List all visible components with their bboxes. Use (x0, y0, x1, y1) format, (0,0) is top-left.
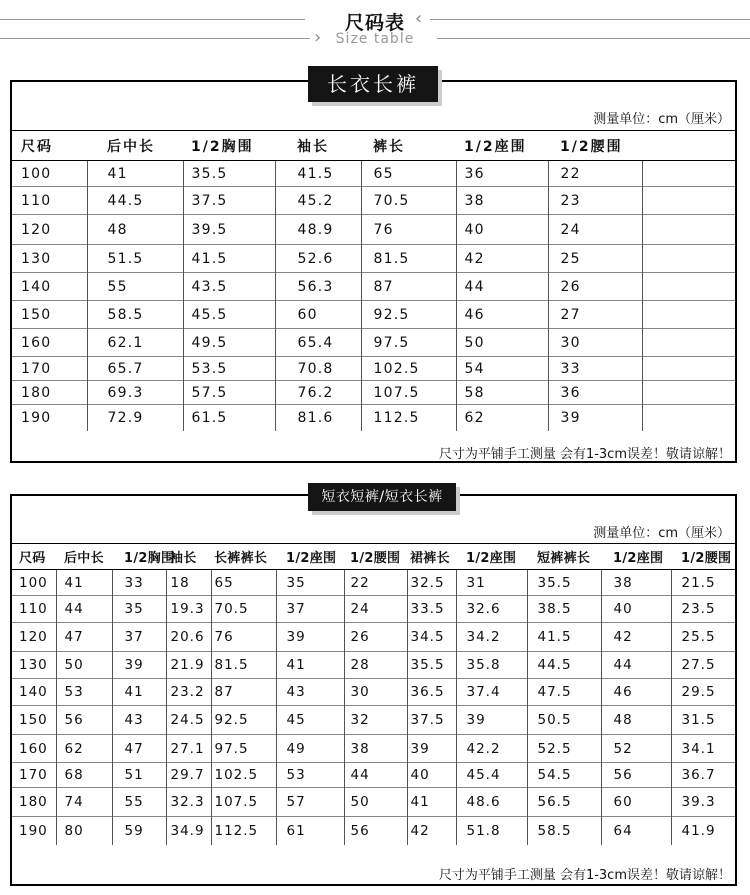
table-cell: 57.5 (183, 381, 275, 405)
table-cell: 56.5 (527, 788, 601, 817)
table-row (12, 763, 735, 788)
table-cell: 76.2 (275, 381, 361, 405)
table-cell: 35.8 (456, 652, 527, 679)
size-cell: 170 (12, 763, 56, 788)
column-header: 长裤裤长 (211, 544, 276, 570)
table-cell: 44 (56, 596, 112, 623)
table-cell: 21.9 (166, 652, 211, 679)
table-row (12, 187, 735, 215)
table-cell: 41.5 (183, 245, 275, 273)
table-cell: 43.5 (183, 273, 275, 301)
table-cell: 27.1 (166, 735, 211, 763)
table-cell: 81.5 (361, 245, 456, 273)
table-cell: 48 (87, 215, 183, 245)
table-row (12, 788, 735, 817)
table-cell: 41 (407, 788, 456, 817)
table-cell: 74 (56, 788, 112, 817)
table-cell: 52.5 (527, 735, 601, 763)
table-cell: 45.5 (183, 301, 275, 329)
table-row (12, 215, 735, 245)
table-cell: 38.5 (527, 596, 601, 623)
table-row (12, 652, 735, 679)
table-cell: 21.5 (671, 570, 735, 596)
table-cell: 44 (601, 652, 671, 679)
table-cell: 53 (276, 763, 344, 788)
table-cell: 34.1 (671, 735, 735, 763)
size-cell: 120 (12, 623, 56, 652)
table-cell: 112.5 (361, 405, 456, 431)
column-header: 1/2胸围 (183, 131, 275, 161)
section-tag-long (308, 66, 438, 102)
column-header: 1/2座围 (276, 544, 344, 570)
table-cell: 38 (456, 187, 548, 215)
table-cell: 24 (344, 596, 407, 623)
measure-unit-label: 测量单位：cm（厘米） (593, 112, 730, 127)
table-cell: 40 (601, 596, 671, 623)
size-cell: 120 (12, 215, 87, 245)
table-cell: 32.6 (456, 596, 527, 623)
column-header: 裙裤长 (407, 544, 456, 570)
table-cell: 41 (112, 679, 166, 706)
table-cell: 34.5 (407, 623, 456, 652)
table-cell: 70.8 (275, 357, 361, 381)
column-header (642, 131, 735, 161)
table-cell: 41.9 (671, 817, 735, 845)
table-cell: 70.5 (361, 187, 456, 215)
table-cell: 59 (112, 817, 166, 845)
table-cell: 37 (276, 596, 344, 623)
table-cell: 40 (456, 215, 548, 245)
table-cell: 45.2 (275, 187, 361, 215)
table-cell: 54.5 (527, 763, 601, 788)
table-cell: 22 (548, 161, 642, 187)
size-cell: 150 (12, 301, 87, 329)
table-cell: 69.3 (87, 381, 183, 405)
table-cell: 33 (112, 570, 166, 596)
table-row (12, 381, 735, 405)
table-cell: 62 (56, 735, 112, 763)
table-cell: 40 (407, 763, 456, 788)
table-cell: 48.9 (275, 215, 361, 245)
table-cell: 26 (344, 623, 407, 652)
table-cell: 39.5 (183, 215, 275, 245)
chevron-left-icon: ‹ (415, 8, 423, 29)
table-cell: 70.5 (211, 596, 276, 623)
table-row (12, 735, 735, 763)
table-cell: 65.7 (87, 357, 183, 381)
table-row (12, 357, 735, 381)
table-cell: 44 (344, 763, 407, 788)
table-cell: 36 (548, 381, 642, 405)
table-cell: 42.2 (456, 735, 527, 763)
table-cell: 51.8 (456, 817, 527, 845)
table-cell: 46 (601, 679, 671, 706)
table-cell: 107.5 (211, 788, 276, 817)
table-cell: 47 (112, 735, 166, 763)
page-subtitle: Size table (335, 31, 415, 47)
table-cell: 45 (276, 706, 344, 735)
table-cell: 55 (112, 788, 166, 817)
column-header: 1/2腰围 (671, 544, 735, 570)
table-cell: 23.5 (671, 596, 735, 623)
table-cell: 29.5 (671, 679, 735, 706)
table-cell: 81.6 (275, 405, 361, 431)
table-cell: 51 (112, 763, 166, 788)
table-cell: 58.5 (527, 817, 601, 845)
table-cell: 81.5 (211, 652, 276, 679)
column-header: 尺码 (12, 131, 87, 161)
column-header: 1/2座围 (456, 131, 548, 161)
table-cell: 56 (344, 817, 407, 845)
table-cell: 41.5 (527, 623, 601, 652)
table-cell: 87 (211, 679, 276, 706)
table-cell: 64 (601, 817, 671, 845)
table-row (12, 273, 735, 301)
table-cell: 48.6 (456, 788, 527, 817)
table-cell: 35.5 (183, 161, 275, 187)
table-cell: 102.5 (211, 763, 276, 788)
column-header: 袖长 (275, 131, 361, 161)
table-cell: 87 (361, 273, 456, 301)
table-cell: 97.5 (211, 735, 276, 763)
table-cell: 38 (601, 570, 671, 596)
table-cell: 32 (344, 706, 407, 735)
table-row (12, 245, 735, 273)
table-cell: 72.9 (87, 405, 183, 431)
table-cell: 76 (361, 215, 456, 245)
table-cell: 60 (275, 301, 361, 329)
table-cell: 30 (344, 679, 407, 706)
size-cell: 150 (12, 706, 56, 735)
table-cell: 39 (456, 706, 527, 735)
size-grid-long (12, 130, 735, 431)
table-cell: 25.5 (671, 623, 735, 652)
table-cell: 61 (276, 817, 344, 845)
table-row (12, 679, 735, 706)
table-cell: 45.4 (456, 763, 527, 788)
table-row (12, 301, 735, 329)
table-cell: 22 (344, 570, 407, 596)
size-cell: 180 (12, 788, 56, 817)
table-cell: 57 (276, 788, 344, 817)
size-cell: 130 (12, 245, 87, 273)
table-cell: 41 (87, 161, 183, 187)
table-cell: 102.5 (361, 357, 456, 381)
size-cell: 140 (12, 679, 56, 706)
table-cell: 47.5 (527, 679, 601, 706)
table-cell: 55 (87, 273, 183, 301)
table-cell: 19.3 (166, 596, 211, 623)
size-cell: 100 (12, 570, 56, 596)
table-cell: 53.5 (183, 357, 275, 381)
table-cell: 61.5 (183, 405, 275, 431)
table-cell: 50 (456, 329, 548, 357)
table-cell: 39 (548, 405, 642, 431)
table-cell (642, 357, 735, 381)
table-cell (642, 273, 735, 301)
table-cell: 30 (548, 329, 642, 357)
table-cell (642, 329, 735, 357)
table-cell: 31.5 (671, 706, 735, 735)
table-cell: 32.5 (407, 570, 456, 596)
table-cell: 68 (56, 763, 112, 788)
column-header: 1/2腰围 (548, 131, 642, 161)
table-row (12, 329, 735, 357)
table-cell: 60 (601, 788, 671, 817)
table-cell: 36 (456, 161, 548, 187)
table-cell: 36.7 (671, 763, 735, 788)
table-cell: 44.5 (87, 187, 183, 215)
measure-unit-label: 测量单位：cm（厘米） (593, 526, 730, 541)
table-cell: 44.5 (527, 652, 601, 679)
column-header: 1/2座围 (456, 544, 527, 570)
table-cell: 62 (456, 405, 548, 431)
table-cell: 58.5 (87, 301, 183, 329)
table-cell: 27 (548, 301, 642, 329)
table-cell: 65.4 (275, 329, 361, 357)
column-header: 后中长 (56, 544, 112, 570)
header-row (12, 544, 735, 570)
table-cell: 112.5 (211, 817, 276, 845)
table-cell: 62.1 (87, 329, 183, 357)
table-cell: 39 (407, 735, 456, 763)
table-cell: 34.9 (166, 817, 211, 845)
table-row (12, 817, 735, 845)
size-cell: 110 (12, 187, 87, 215)
table-cell: 42 (456, 245, 548, 273)
chevron-right-icon: › (314, 27, 322, 48)
table-cell: 51.5 (87, 245, 183, 273)
table-row (12, 706, 735, 735)
table-cell: 107.5 (361, 381, 456, 405)
table-cell: 41.5 (275, 161, 361, 187)
table-cell: 52 (601, 735, 671, 763)
page-title: 尺码表 (344, 12, 405, 34)
table-cell: 41 (276, 652, 344, 679)
table-cell: 25 (548, 245, 642, 273)
table-cell (642, 215, 735, 245)
table-cell: 26 (548, 273, 642, 301)
table-cell: 92.5 (361, 301, 456, 329)
section-tag-short (308, 483, 456, 511)
table-cell: 46 (456, 301, 548, 329)
table-cell: 35 (112, 596, 166, 623)
size-cell: 140 (12, 273, 87, 301)
table-cell: 54 (456, 357, 548, 381)
table-cell: 76 (211, 623, 276, 652)
table-cell (642, 301, 735, 329)
table-cell: 49 (276, 735, 344, 763)
section-tag-label: 短衣短裤/短衣长裤 (308, 483, 456, 511)
table-cell: 49.5 (183, 329, 275, 357)
table-cell: 50 (344, 788, 407, 817)
table-row (12, 570, 735, 596)
table-cell: 37.5 (407, 706, 456, 735)
table-row (12, 161, 735, 187)
table-cell: 34.2 (456, 623, 527, 652)
table-cell: 65 (211, 570, 276, 596)
measurement-note: 尺寸为平铺手工测量 会有1-3cm误差！敬请谅解！ (438, 447, 731, 462)
table-cell: 18 (166, 570, 211, 596)
table-row (12, 405, 735, 431)
table-cell: 37.5 (183, 187, 275, 215)
table-cell: 39 (112, 652, 166, 679)
table-cell (642, 245, 735, 273)
table-cell: 41 (56, 570, 112, 596)
table-row (12, 623, 735, 652)
table-cell: 28 (344, 652, 407, 679)
table-cell: 37 (112, 623, 166, 652)
table-cell: 29.7 (166, 763, 211, 788)
column-header: 后中长 (87, 131, 183, 161)
column-header: 1/2座围 (601, 544, 671, 570)
table-cell: 44 (456, 273, 548, 301)
table-cell: 24.5 (166, 706, 211, 735)
table-cell: 35.5 (527, 570, 601, 596)
size-cell: 190 (12, 817, 56, 845)
column-header: 1/2胸围 (112, 544, 166, 570)
table-cell: 36.5 (407, 679, 456, 706)
table-cell: 52.6 (275, 245, 361, 273)
table-cell (642, 187, 735, 215)
table-cell (642, 161, 735, 187)
size-cell: 190 (12, 405, 87, 431)
table-cell: 56 (601, 763, 671, 788)
table-cell: 37.4 (456, 679, 527, 706)
size-cell: 110 (12, 596, 56, 623)
table-cell: 39 (276, 623, 344, 652)
table-cell (642, 381, 735, 405)
table-cell: 53 (56, 679, 112, 706)
table-cell: 48 (601, 706, 671, 735)
table-cell: 56.3 (275, 273, 361, 301)
header-row (12, 131, 735, 161)
table-cell: 92.5 (211, 706, 276, 735)
table-cell: 20.6 (166, 623, 211, 652)
table-cell: 35.5 (407, 652, 456, 679)
table-cell: 31 (456, 570, 527, 596)
table-cell: 38 (344, 735, 407, 763)
table-cell: 23.2 (166, 679, 211, 706)
column-header: 袖长 (166, 544, 211, 570)
table-row (12, 596, 735, 623)
column-header: 尺码 (12, 544, 56, 570)
size-table-short (10, 494, 737, 886)
table-cell: 42 (407, 817, 456, 845)
size-cell: 170 (12, 357, 87, 381)
size-cell: 160 (12, 735, 56, 763)
table-cell: 50.5 (527, 706, 601, 735)
table-cell: 35 (276, 570, 344, 596)
size-cell: 130 (12, 652, 56, 679)
size-table-long (10, 80, 737, 463)
table-cell: 56 (56, 706, 112, 735)
table-cell: 33 (548, 357, 642, 381)
table-cell (642, 405, 735, 431)
table-cell: 97.5 (361, 329, 456, 357)
measurement-note: 尺寸为平铺手工测量 会有1-3cm误差！敬请谅解！ (438, 868, 731, 883)
table-cell: 65 (361, 161, 456, 187)
table-cell: 39.3 (671, 788, 735, 817)
size-cell: 160 (12, 329, 87, 357)
table-cell: 58 (456, 381, 548, 405)
table-cell: 50 (56, 652, 112, 679)
table-cell: 23 (548, 187, 642, 215)
table-cell: 47 (56, 623, 112, 652)
column-header: 1/2腰围 (344, 544, 407, 570)
table-cell: 80 (56, 817, 112, 845)
table-cell: 24 (548, 215, 642, 245)
table-cell: 43 (112, 706, 166, 735)
table-cell: 32.3 (166, 788, 211, 817)
table-cell: 33.5 (407, 596, 456, 623)
column-header: 裤长 (361, 131, 456, 161)
section-tag-label: 长衣长裤 (308, 66, 438, 102)
size-cell: 180 (12, 381, 87, 405)
column-header: 短裤裤长 (527, 544, 601, 570)
size-cell: 100 (12, 161, 87, 187)
table-cell: 42 (601, 623, 671, 652)
table-cell: 27.5 (671, 652, 735, 679)
size-grid-short (12, 543, 735, 845)
table-cell: 43 (276, 679, 344, 706)
